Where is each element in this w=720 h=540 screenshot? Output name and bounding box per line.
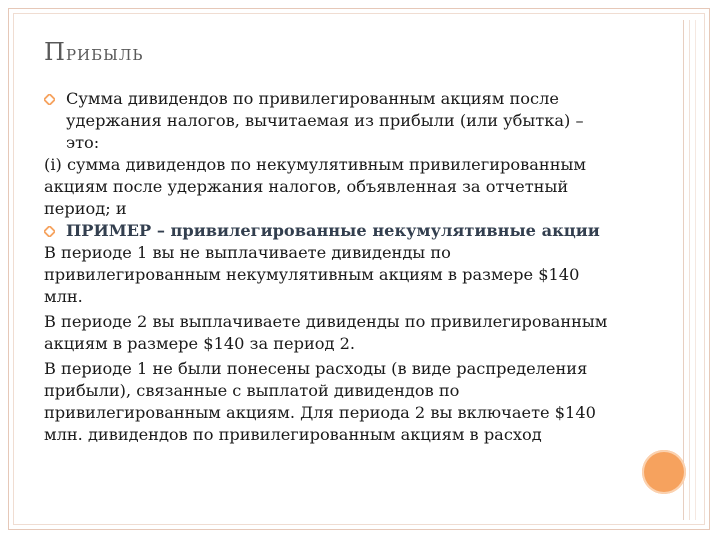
title-rest: рибыль <box>65 41 144 66</box>
bullet-item-example <box>44 220 614 242</box>
orange-diamond-bullet-icon <box>44 226 55 237</box>
body-paragraph: (i) сумма дивидендов по некумулятивным привилегированным акциям после удержания налогов, объявленная за отчетный период; и <box>44 155 586 218</box>
title-first-letter: П <box>44 38 66 66</box>
body-paragraph: В периоде 1 вы не выплачиваете дивиденды по привилегированным некумулятивным акциям в размере $140 млн. <box>44 243 580 306</box>
slide-title <box>44 38 144 66</box>
orange-circle-decoration <box>642 450 686 494</box>
bullet-text-example: ПРИМЕР – привилегированные некумулятивные акции <box>66 221 600 240</box>
orange-diamond-bullet-icon <box>44 94 55 105</box>
decor-line <box>695 20 696 520</box>
bullet-item <box>44 88 614 154</box>
body-paragraph: В периоде 1 не были понесены расходы (в виде распределения прибыли), связанные с выплатой дивидендов по привилегированным акциям. Для периода 2 вы включаете $140 млн. дивидендов по привилегированным акциям в расход <box>44 359 596 444</box>
body-paragraph: В периоде 2 вы выплачиваете дивиденды по привилегированным акциям в размере $140 за период 2. <box>44 312 608 353</box>
bullet-text: Сумма дивидендов по привилегированным акциям после удержания налогов, вычитаемая из прибыли (или убытка) – это: <box>66 89 584 152</box>
decor-line <box>683 20 684 520</box>
decor-line <box>689 20 690 520</box>
slide-body <box>44 88 614 446</box>
